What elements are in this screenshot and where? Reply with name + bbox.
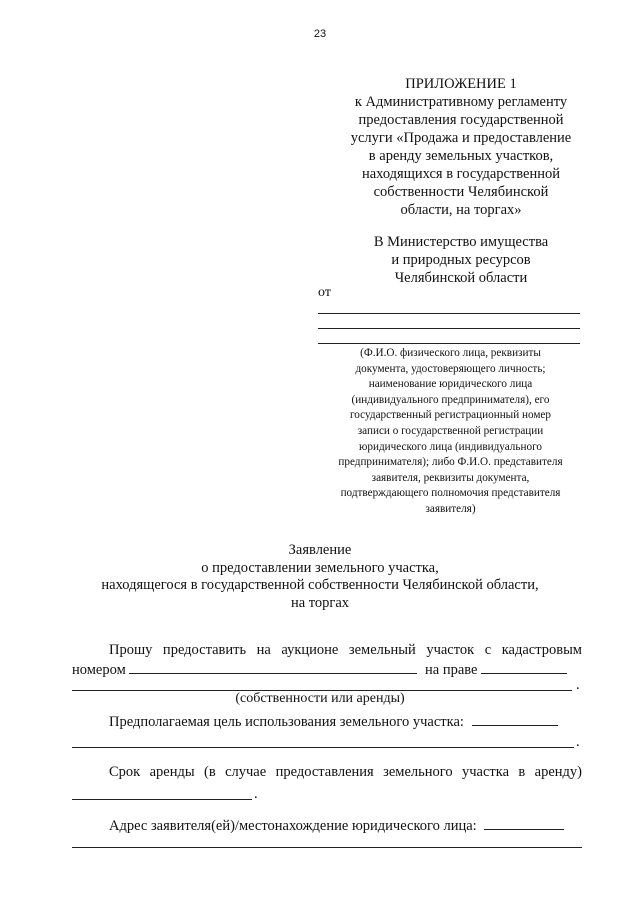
document-title <box>0 542 640 612</box>
addressee-block <box>330 233 592 287</box>
annex-line: в аренду земельных участков, <box>368 148 554 164</box>
lease-term-end-period: . <box>254 786 258 802</box>
purpose-field[interactable] <box>472 711 558 726</box>
line-end-period: . <box>576 677 580 693</box>
title-line: на торгах <box>290 594 350 611</box>
annex-line: собственности Челябинской <box>373 184 549 200</box>
purpose-continuation-field[interactable] <box>72 747 574 748</box>
purpose-row <box>109 711 582 731</box>
address-continuation-field[interactable] <box>72 847 582 848</box>
request-paragraph-line1: Прошу предоставить на аукционе земельный участок с кадастровым <box>109 642 582 658</box>
annex-line: к Административному регламенту <box>354 94 568 110</box>
cadastral-number-field[interactable] <box>129 659 417 674</box>
lease-term-line: Срок аренды (в случае предоставления земельного участка в аренду) <box>109 764 582 780</box>
note-line: наименование юридического лица <box>368 378 533 391</box>
right-type-field[interactable] <box>481 659 567 674</box>
note-line: государственный регистрационный номер <box>350 409 551 422</box>
from-label: от <box>318 285 331 300</box>
annex-line: находящихся в государственной <box>361 166 561 182</box>
address-field[interactable] <box>484 815 564 830</box>
note-line: подтверждающего полномочия представителя <box>340 487 561 500</box>
purpose-label: Предполагаемая цель использования земельного участка: <box>109 714 464 730</box>
applicant-fill-line[interactable] <box>318 313 580 314</box>
title-line: находящегося в государственной собственности Челябинской области, <box>101 577 539 593</box>
note-line: записи о государственной регистрации <box>357 424 544 437</box>
cadastral-number-row <box>72 659 582 679</box>
note-line: заявителя) <box>425 502 476 515</box>
applicant-fill-line[interactable] <box>318 343 580 344</box>
address-row <box>109 815 582 835</box>
addressee-line: Челябинской области <box>394 270 528 286</box>
annex-line: ПРИЛОЖЕНИЕ 1 <box>405 76 517 92</box>
annex-line: области, на торгах» <box>400 202 522 218</box>
note-line: документа, удостоверяющего личность; <box>355 362 546 375</box>
addressee-line: и природных ресурсов <box>391 252 531 268</box>
annex-line: предоставления государственной <box>358 112 564 128</box>
right-label: на праве <box>425 662 478 678</box>
note-line: юридического лица (индивидуального <box>359 440 542 453</box>
purpose-end-period: . <box>576 734 580 750</box>
note-line: (индивидуального предпринимателя), его <box>351 393 550 406</box>
address-label: Адрес заявителя(ей)/местонахождение юридического лица: <box>109 818 477 834</box>
page-number: 23 <box>313 28 327 40</box>
addressee-line: В Министерство имущества <box>373 234 549 250</box>
annex-line: услуги «Продажа и предоставление <box>350 130 572 146</box>
note-line: (Ф.И.О. физического лица, реквизиты <box>360 347 541 359</box>
applicant-fill-line[interactable] <box>318 328 580 329</box>
applicant-note <box>318 346 583 518</box>
title-line: о предоставлении земельного участка, <box>201 559 439 576</box>
note-line: заявителя, реквизиты документа, <box>371 471 530 484</box>
title-line: Заявление <box>288 542 352 558</box>
annex-header <box>330 75 592 219</box>
lease-term-field[interactable] <box>72 799 252 800</box>
cadastral-number-label: номером <box>72 662 126 678</box>
note-line: предпринимателя); либо Ф.И.О. представителя <box>338 456 563 469</box>
ownership-hint: (собственности или аренды) <box>235 691 405 706</box>
